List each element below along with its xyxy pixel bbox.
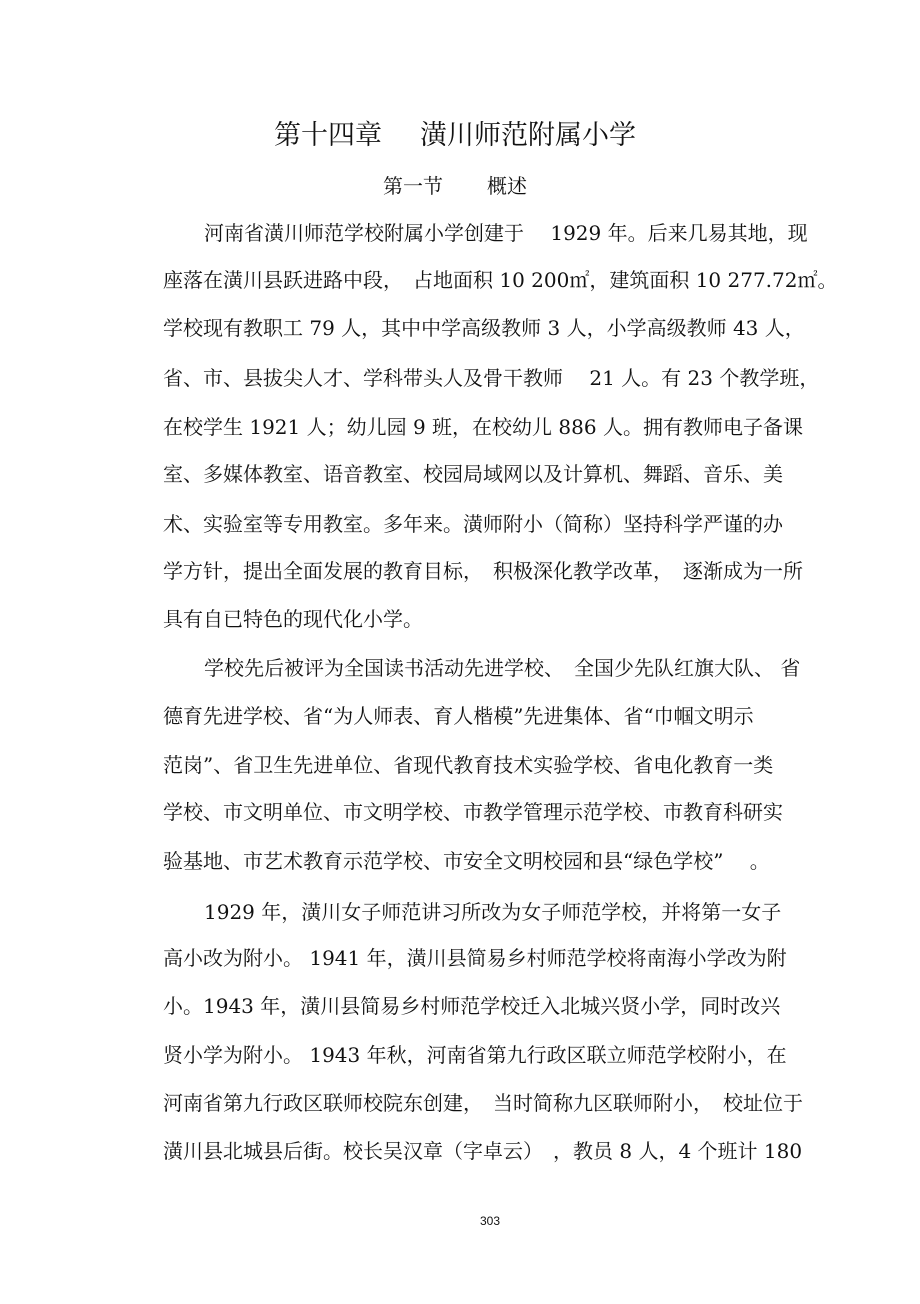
body-line: 范岗”、省卫生先进单位、省现代教育技术实验学校、省电化教育一类: [163, 753, 774, 777]
body-line: 河南省潢川师范学校附属小学创建于 1929 年。后来几易其地，现: [204, 221, 808, 245]
chapter-number: 第十四章: [274, 120, 382, 151]
body-line: 德育先进学校、省“为人师表、育人楷模”先进集体、省“巾帼文明示: [163, 704, 754, 728]
body-line: 高小改为附小。 1941 年，潢川县简易乡村师范学校将南海小学改为附: [163, 946, 787, 970]
body-line: 座落在潢川县跃进路中段， 占地面积 10 200㎡，建筑面积 10 277.72㎡。: [163, 268, 838, 292]
section-title: 概述: [487, 174, 527, 198]
body-line: 贤小学为附小。 1943 年秋，河南省第九行政区联立师范学校附小，在: [163, 1043, 787, 1067]
body-line: 学校现有教职工 79 人，其中中学高级教师 3 人，小学高级教师 43 人，: [163, 316, 805, 340]
chapter-subject: 潢川师范附属小学: [420, 120, 636, 151]
body-line: 省、市、县拔尖人才、学科带头人及骨干教师 21 人。有 23 个教学班，: [163, 366, 820, 390]
body-line: 学校先后被评为全国读书活动先进学校、 全国少先队红旗大队、 省: [204, 656, 801, 680]
body-line: 具有自已特色的现代化小学。: [163, 607, 423, 631]
body-line: 学校、市文明单位、市文明学校、市教学管理示范学校、市教育科研实: [163, 800, 783, 824]
body-line: 学方针，提出全面发展的教育目标， 积极深化教学改革， 逐渐成为一所: [163, 559, 803, 583]
body-line: 室、多媒体教室、语音教室、校园局域网以及计算机、舞蹈、音乐、美: [163, 462, 783, 486]
body-line: 潢川县北城县后街。校长吴汉章（字卓云） ，教员 8 人，4 个班计 180: [163, 1139, 803, 1163]
body-line: 1929 年，潢川女子师范讲习所改为女子师范学校，并将第一女子: [204, 900, 782, 924]
section-heading: [383, 171, 527, 201]
body-line: 小。1943 年，潢川县简易乡村师范学校迁入北城兴贤小学，同时改兴: [163, 994, 781, 1018]
body-line: 验基地、市艺术教育示范学校、市安全文明校园和县“绿色学校” 。: [163, 849, 770, 873]
body-line: 在校学生 1921 人；幼儿园 9 班，在校幼儿 886 人。拥有教师电子备课: [163, 415, 803, 439]
section-number: 第一节: [383, 174, 443, 198]
body-line: 术、实验室等专用教室。多年来。潢师附小（简称）坚持科学严谨的办: [163, 512, 783, 536]
page-number: 303: [479, 1214, 501, 1228]
body-line: 河南省第九行政区联师校院东创建， 当时简称九区联师附小， 校址位于: [163, 1091, 803, 1115]
chapter-title: [274, 118, 636, 154]
